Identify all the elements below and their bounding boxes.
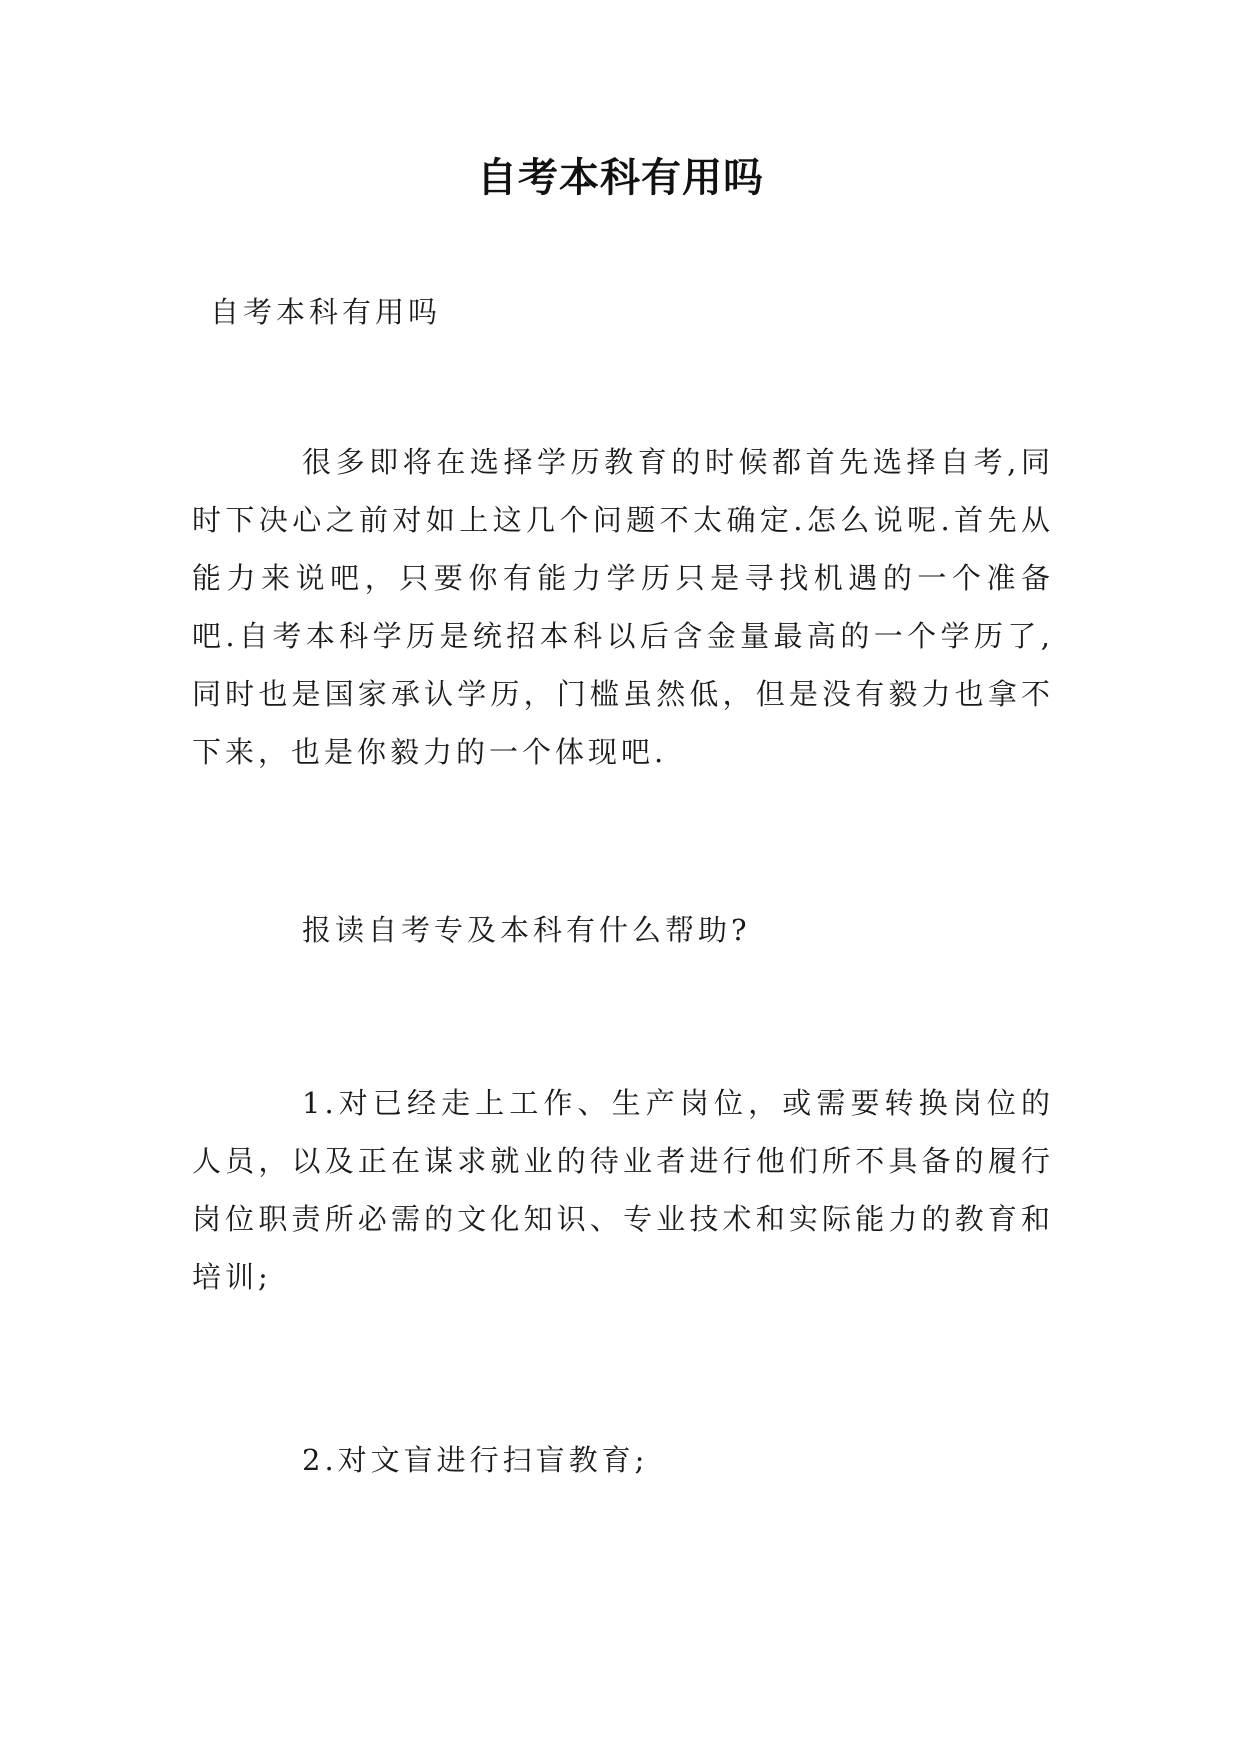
paragraph-intro: 很多即将在选择学历教育的时候都首先选择自考,同时下决心之前对如上这几个问题不太确定.怎么说呢.首先从能力来说吧，只要你有能力学历只是寻找机遇的一个准备吧.自考本科学历是统招本科以后含金量最高的一个学历了,同时也是国家承认学历，门槛虽然低，但是没有毅力也拿不下来，也是你毅力的一个体现吧.	[192, 445, 1054, 769]
paragraph-question: 报读自考专及本科有什么帮助?	[302, 913, 751, 947]
document-subtitle: 自考本科有用吗	[210, 295, 442, 329]
document-title: 自考本科有用吗	[477, 155, 764, 201]
paragraph-item-2: 2.对文盲进行扫盲教育;	[302, 1443, 649, 1477]
paragraph-item-1: 1.对已经走上工作、生产岗位，或需要转换岗位的人员，以及正在谋求就业的待业者进行他们所不具备的履行岗位职责所必需的文化知识、专业技术和实际能力的教育和培训;	[192, 1086, 1054, 1294]
